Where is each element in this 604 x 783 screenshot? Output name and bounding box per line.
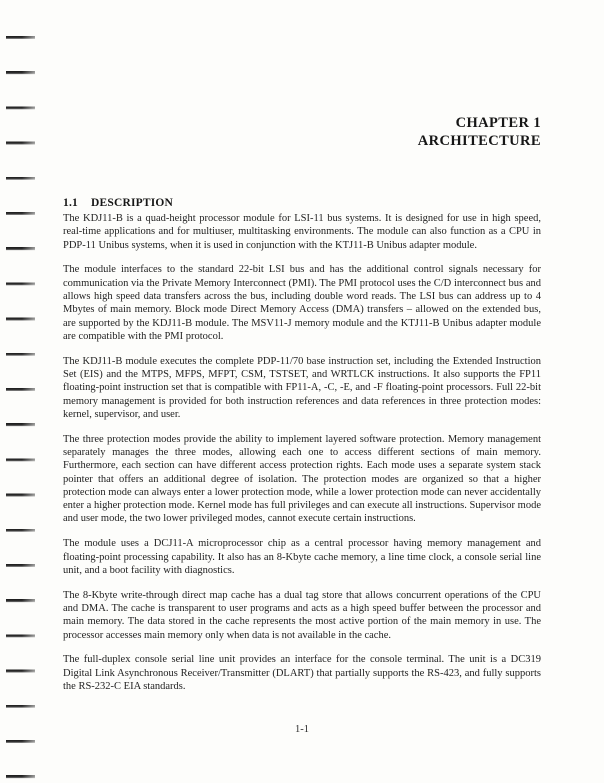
- paragraph: The three protection modes provide the ability to implement layered software protection. Memory management separately manages the three modes, allowing each one to access different sections of main memory. Furthermore, each section can have different access protection rights. Each mode uses a separate system stack pointer that offers an additional degree of isolation. The protection modes are organized so that a higher protection mode can always enter a lower protection mode, while a lower protection mode can never accidentally enter a higher protection mode. Kernel mode has full privileges and can execute all instructions. Supervisor mode and user mode, the two lower privileged modes, cannot execute certain instructions.: [63, 433, 541, 525]
- paragraph: The 8-Kbyte write-through direct map cache has a dual tag store that allows concurrent operations of the CPU and DMA. The cache is transparent to user programs and acts as a high speed buffer between the processor and main memory. The data stored in the cache represents the most active portion of the main memory in use. The processor accesses main memory only when data is not available in the cache.: [63, 589, 541, 641]
- page-body: [63, 197, 541, 705]
- paragraph: The module interfaces to the standard 22-bit LSI bus and has the additional control signals necessary for communication via the Private Memory Interconnect (PMI). The PMI protocol uses the C/D interconnect bus and allows high speed data transfers across the bus, including double word reads. The LSI bus can address up to 4 Mbytes of main memory. Block mode Direct Memory Access (DMA) transfers – allowed on the extended bus, are supported by the KDJ11-B module. The MSV11-J memory module and the KTJ11-B Unibus adapter module are compatible with the PMI protocol.: [63, 264, 541, 342]
- chapter-heading: [63, 115, 541, 150]
- section-heading: [63, 197, 541, 209]
- paragraph: The full-duplex console serial line unit provides an interface for the console terminal. The unit is a DC319 Digital Link Asynchronous Receiver/Transmitter (DLART) that partially supports the RS-423, and fully supports the RS-232-C EIA standards.: [63, 654, 541, 692]
- paragraph: The KDJ11-B module executes the complete PDP-11/70 base instruction set, including the Extended Instruction Set (EIS) and the MTPS, MFPS, MFPT, CSM, TSTSET, and WRTLCK instructions. It also supports the FP11 floating-point instruction set that is compatible with FP11-A, -C, -E, and -F floating-point processors. Full 22-bit memory management is provided for both instruction references and data references in three protection modes: kernel, supervisor, and user.: [63, 355, 541, 420]
- chapter-number: CHAPTER 1: [455, 115, 541, 131]
- paragraph: The module uses a DCJ11-A microprocessor chip as a central processor having memory management and floating-point processing capability. It also has an 8-Kbyte cache memory, a line time clock, a console serial line unit, and a boot facility with diagnostics.: [63, 538, 541, 576]
- section-title: DESCRIPTION: [90, 197, 174, 209]
- paragraph: The KDJ11-B is a quad-height processor module for LSI-11 bus systems. It is designed for use in high speed, real-time applications and for multiuser, multitasking environments. The module can also function as a CPU in PDP-11 Unibus systems, when it is used in conjunction with the KTJ11-B Unibus adapter module.: [63, 213, 541, 251]
- chapter-title: ARCHITECTURE: [417, 132, 541, 149]
- binding-marks: [6, 36, 35, 779]
- section-number: 1.1: [63, 197, 78, 209]
- page-number: 1-1: [295, 724, 309, 735]
